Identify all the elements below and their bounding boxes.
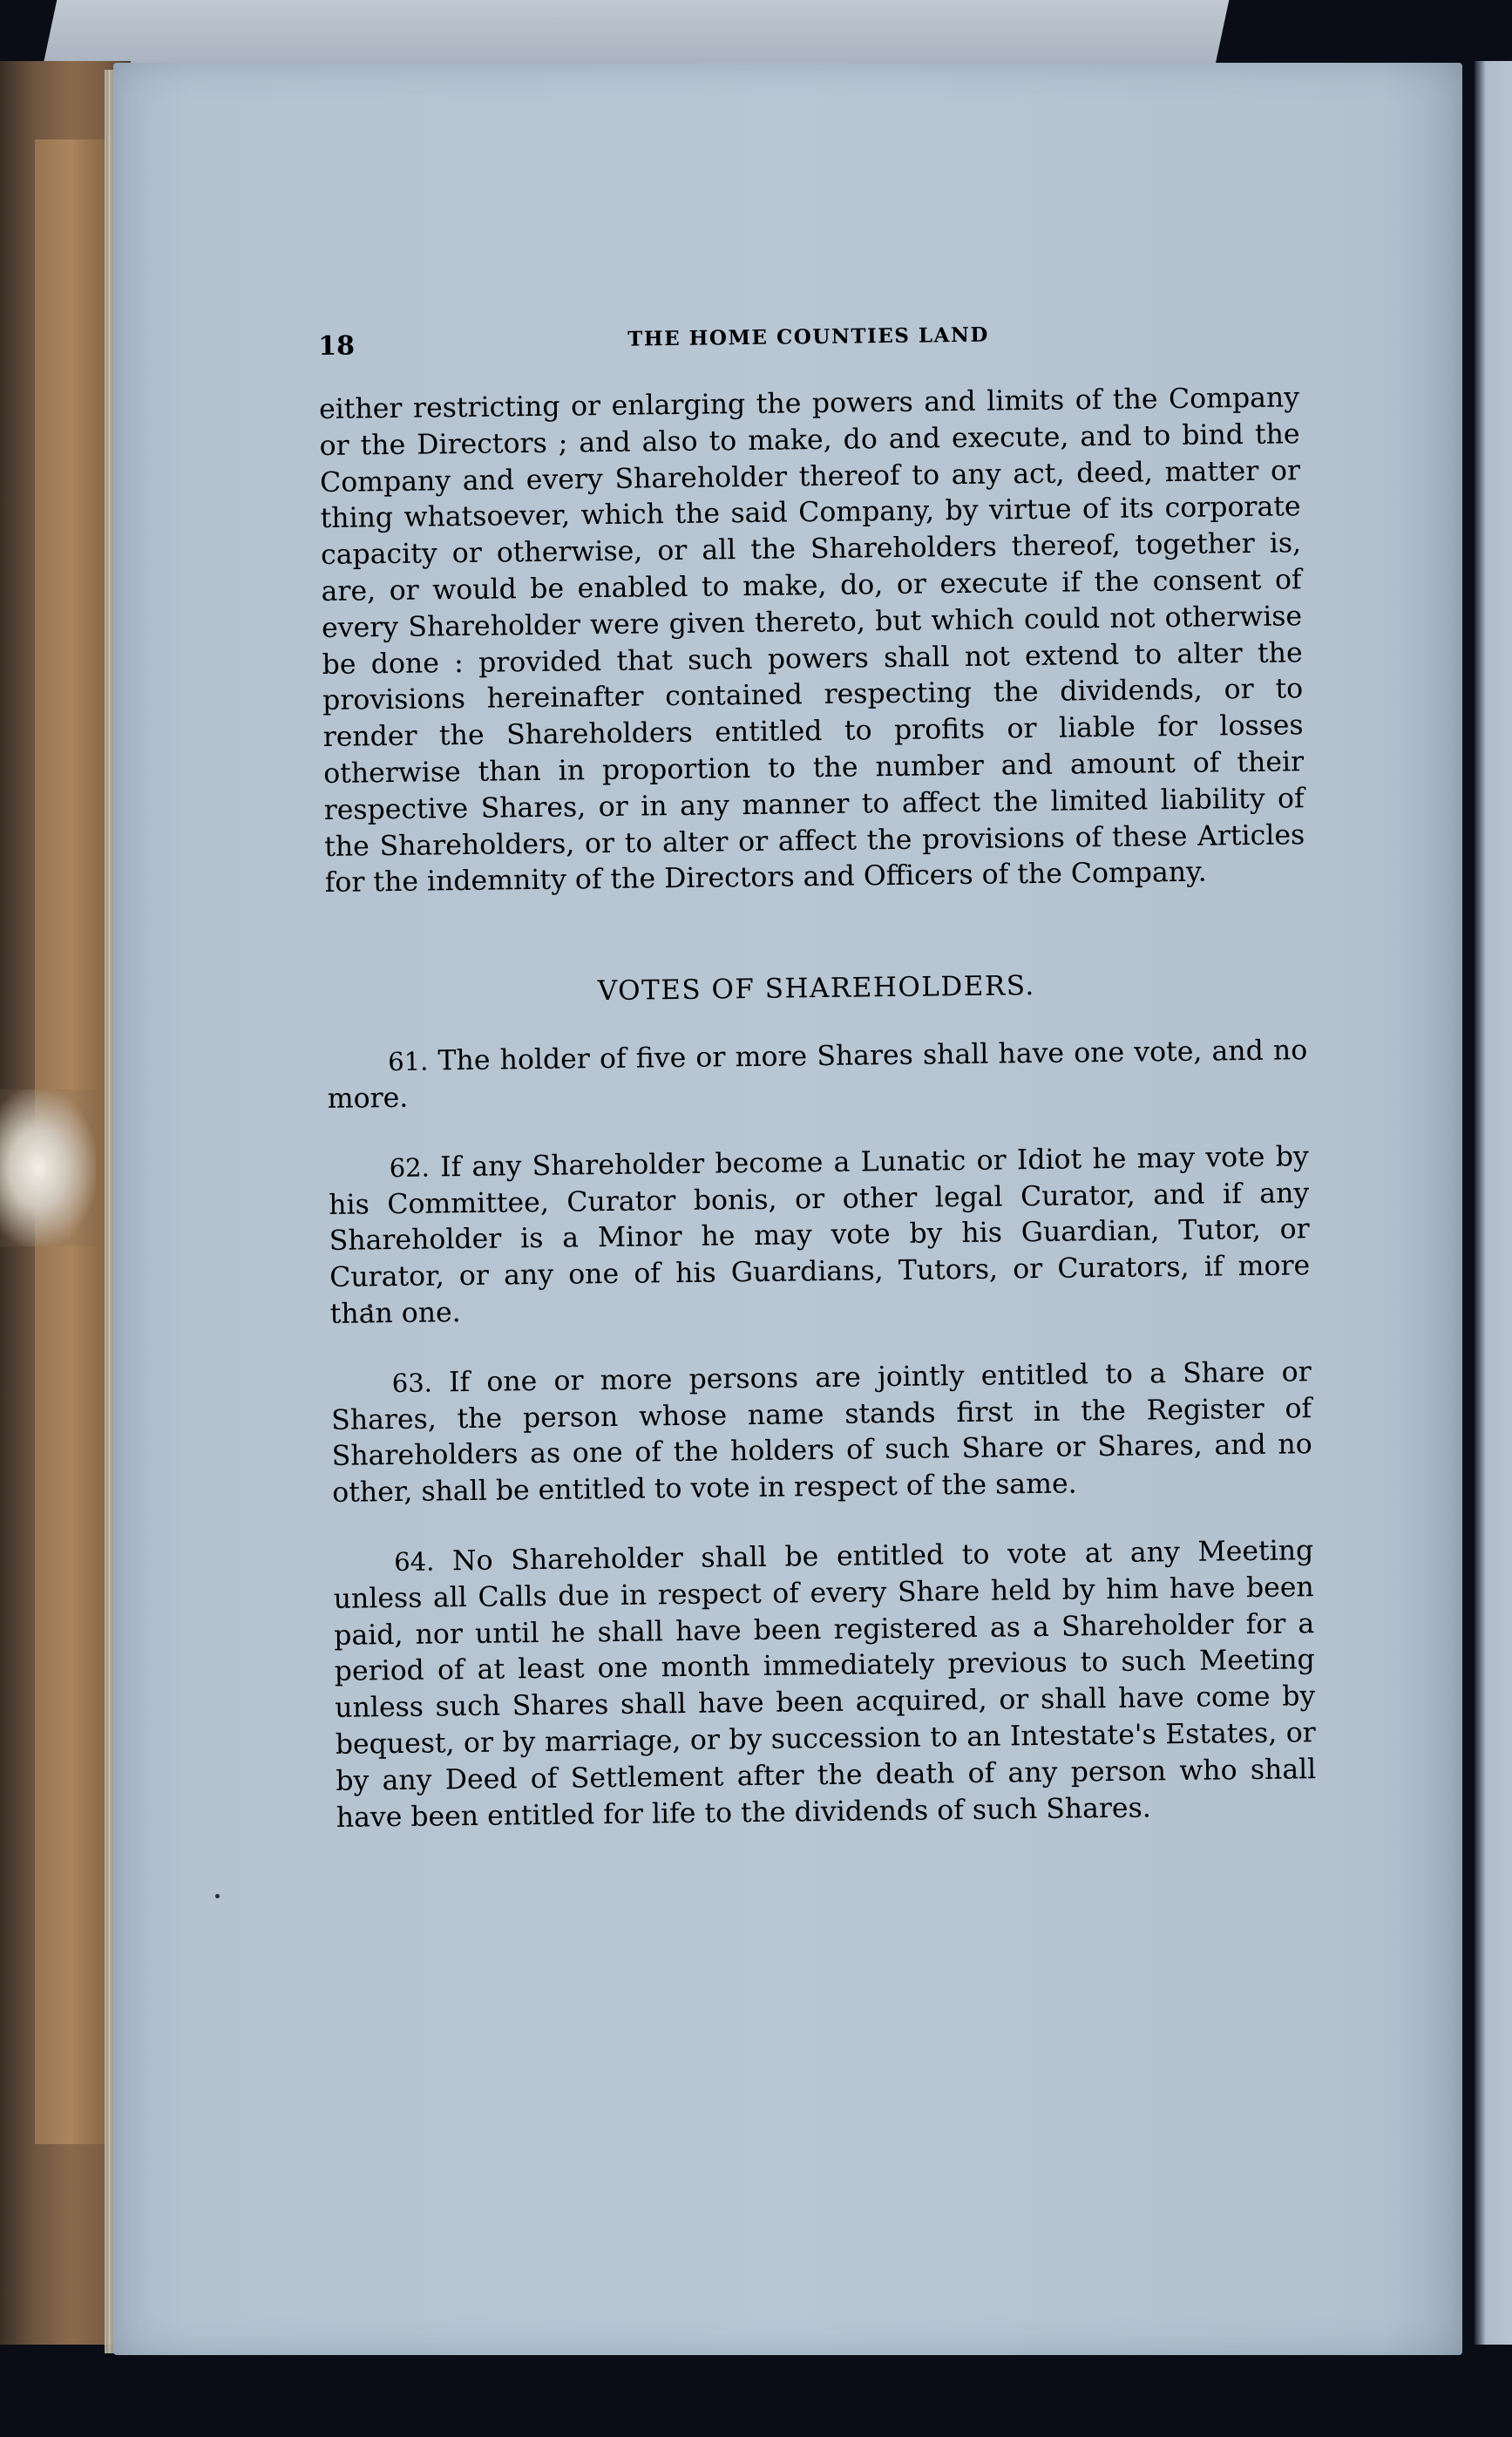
article-number: 63. [391,1368,433,1398]
article-text: No Shareholder shall be entitled to vote at any Meeting unless all Calls due in respect of every Share held by him have been paid, nor until he shall have been registered as a Shareholder for a period of at least one month immediately previous to such Meeting unless such Shares shall have been acquired, or shall have come by bequest, or by marriage, or by succession to an Intestate's Estates, or by any Deed of Settlement after the death of any person who shall have been entitled for life to the dividends of such Shares. [333,1535,1317,1834]
facing-page-edge [1475,61,1512,2345]
article-number: 62. [389,1152,431,1183]
page-text [318,319,1317,1870]
ink-speck [215,1894,220,1898]
previous-page-edge [44,0,1229,63]
article-63 [331,1354,1313,1512]
article-text: The holder of five or more Shares shall have one vote, and no more. [327,1035,1308,1115]
running-head-title: THE HOME COUNTIES LAND [627,322,990,351]
article-number: 64. [394,1546,435,1577]
article-64 [333,1533,1317,1836]
article-text: If any Shareholder become a Lunatic or Idiot he may vote by his Committee, Curator bonis, or other legal Curator, and if any Shareholder is a Minor he may vote by his Guardian, Tutor, or Curator, or any one of his Guardians, Tutors, or Curators, if more than one. [329,1140,1311,1330]
page-number: 18 [318,330,356,362]
tape-glare [0,1090,96,1246]
article-text: If one or more persons are jointly entitled to a Share or Shares, the person whose name stands first in the Register of Shareholders as one of the holders of such Share or Shares, and no other, shall be entitled to vote in respect of the same. [331,1355,1312,1510]
article-62 [328,1139,1310,1334]
continuation-paragraph: either restricting or enlarging the powers and limits of the Company or the Directors ; and also to make, do and execute, and to bind the Company and every Shareholder thereof to any act, deed, matter or thing whatsoever, which the said Company, by virtue of its corporate capacity or otherwise, or all the Shareholders thereof, together is, are, or would be enabled to make, do, or execute if the consent of every Shareholder were given thereto, but which could not otherwise be done : provided that such powers shall not extend to alter the provisions hereinafter contained respecting the dividends, or to render the Shareholders entitled to profits or liable for losses otherwise than in proportion to the number and amount of their respective Shares, or in any manner to affect the limited liability of the Shareholders, or to alter or affect the provisions of these Articles for the indemnity of the Directors and Officers of the Company. [318,382,1305,899]
article-61 [327,1033,1308,1117]
running-head [318,319,1299,392]
section-heading: VOTES OF SHAREHOLDERS. [597,970,1035,1008]
article-number: 61. [388,1046,429,1077]
